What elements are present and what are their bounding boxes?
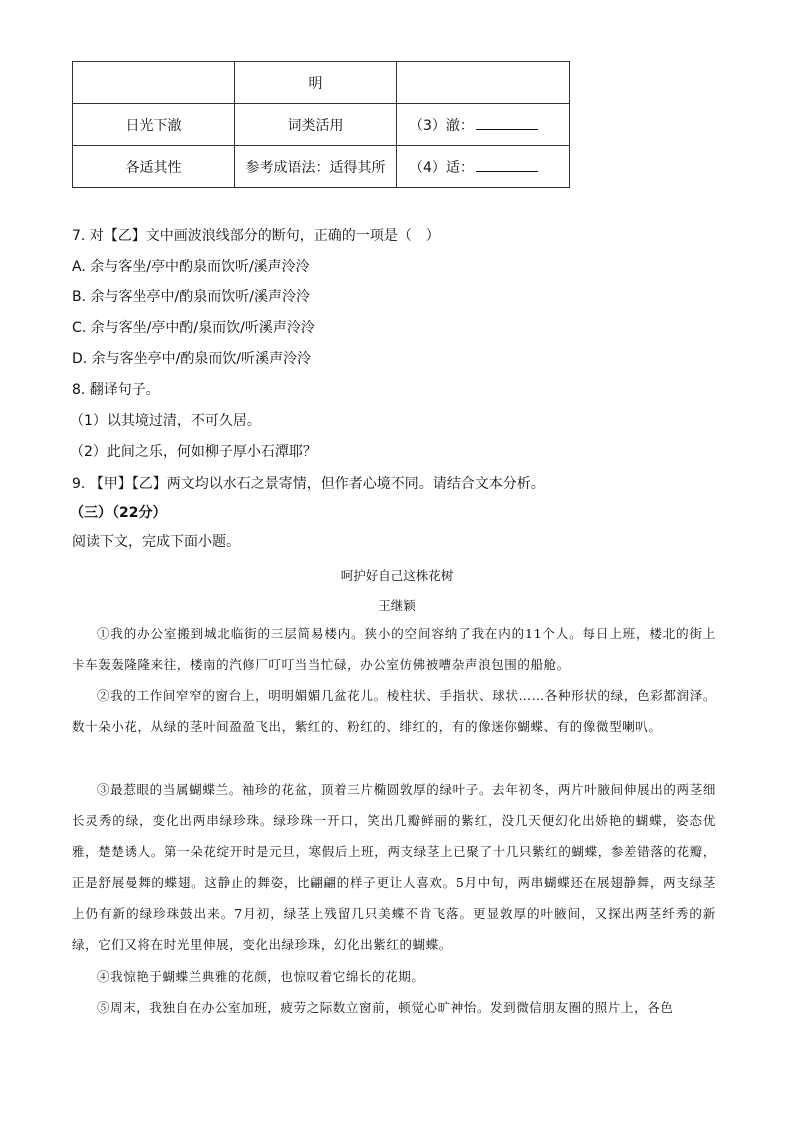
vocab-table — [72, 61, 570, 188]
section-instruction: 阅读下文，完成下面小题。 — [72, 534, 240, 550]
article-paragraph: ②我的工作间窄窄的窗台上，明明媚媚几盆花儿。棱柱状、手指状、球状……各种形状的绿，色彩都润泽。数十朵小花，从绿的茎叶间盈盈飞出，紫红的、粉红的、绯红的，有的像迷你蝴蝶、有的像微型喇叭。 — [72, 688, 716, 734]
table-row — [73, 104, 570, 146]
table-row — [73, 62, 570, 104]
table-cell: 明 — [235, 62, 397, 104]
table-cell — [397, 62, 570, 104]
article-paragraph: ④我惊艳于蝴蝶兰典雅的花颜，也惊叹着它绵长的花期。 — [97, 969, 425, 984]
table-cell: 各适其性 — [73, 146, 235, 188]
article-paragraph: ⑤周末，我独自在办公室加班，疲劳之际数立窗前，顿觉心旷神怡。发到微信朋友圈的照片上，各色 — [97, 1000, 674, 1015]
question-7-stem: 7. 对【乙】文中画波浪线部分的断句，正确的一项是（ ） — [72, 228, 440, 244]
question-8-item: （2）此间之乐，何如柳子厚小石潭耶？ — [70, 444, 317, 460]
option-c: C. 余与客坐/亭中酌/泉而饮/听溪声泠泠 — [72, 320, 315, 336]
article-title: 呵护好自己这株花树 — [340, 568, 454, 583]
option-b: B. 余与客坐亭中/酌泉而饮听/溪声泠泠 — [72, 289, 310, 305]
answer-blank[interactable] — [476, 157, 538, 172]
answer-blank[interactable] — [476, 115, 538, 130]
article-paragraph: ①我的办公室搬到城北临街的三层简易楼内。狭小的空间容纳了我在内的11个人。每日上班，楼北的街上卡车轰轰隆隆来往，楼南的汽修厂叮叮当当忙碌，办公室仿佛被嘈杂声浪包围的船舱。 — [72, 626, 716, 672]
table-cell: 参考成语法：适得其所 — [235, 146, 397, 188]
table-cell: 日光下澈 — [73, 104, 235, 146]
answer-label: （3）澈： — [409, 117, 474, 134]
table-row — [73, 146, 570, 188]
table-cell: 词类活用 — [235, 104, 397, 146]
table-cell-answer — [397, 146, 570, 188]
article-author: 王继颖 — [378, 598, 416, 613]
answer-label: （4）适： — [409, 159, 474, 176]
option-a: A. 余与客坐/亭中酌泉而饮听/溪声泠泠 — [72, 259, 310, 275]
option-d: D. 余与客坐亭中/酌泉而饮/听溪声泠泠 — [72, 351, 312, 367]
table-cell — [73, 62, 235, 104]
question-8-item: （1）以其境过清，不可久居。 — [70, 413, 261, 429]
section-heading: （三）（22分） — [70, 505, 167, 521]
question-9-stem: 9. 【甲】【乙】两文均以水石之景寄情，但作者心境不同。请结合文本分析。 — [72, 476, 545, 492]
article-paragraph: ③最惹眼的当属蝴蝶兰。袖珍的花盆，顶着三片椭圆敦厚的绿叶子。去年初冬，两片叶腋间伸展出的两茎细长灵秀的绿，变化出两串绿珍珠。绿珍珠一开口，笑出几瓣鲜丽的紫红，没几天便幻化出娇艳的蝴蝶，姿态优雅，楚楚诱人。第一朵花绽开时是元旦，寒假后上班，两支绿茎上已聚了十几只紫红的蝴蝶，参差错落的花瓣，正是舒展曼舞的蝶翅。这静止的舞姿，比翩翩的样子更让人喜欢。5月中旬，两串蝴蝶还在展翅静舞，两支绿茎上仍有新的绿珍珠鼓出来。7月初，绿茎上残留几只美蝶不肯飞落。更显敦厚的叶腋间，又探出两茎纤秀的新绿，它们又将在时光里伸展，变化出绿珍珠，幻化出紫红的蝴蝶。 — [72, 782, 716, 952]
table-cell-answer — [397, 104, 570, 146]
question-8-stem: 8. 翻译句子。 — [72, 382, 160, 398]
